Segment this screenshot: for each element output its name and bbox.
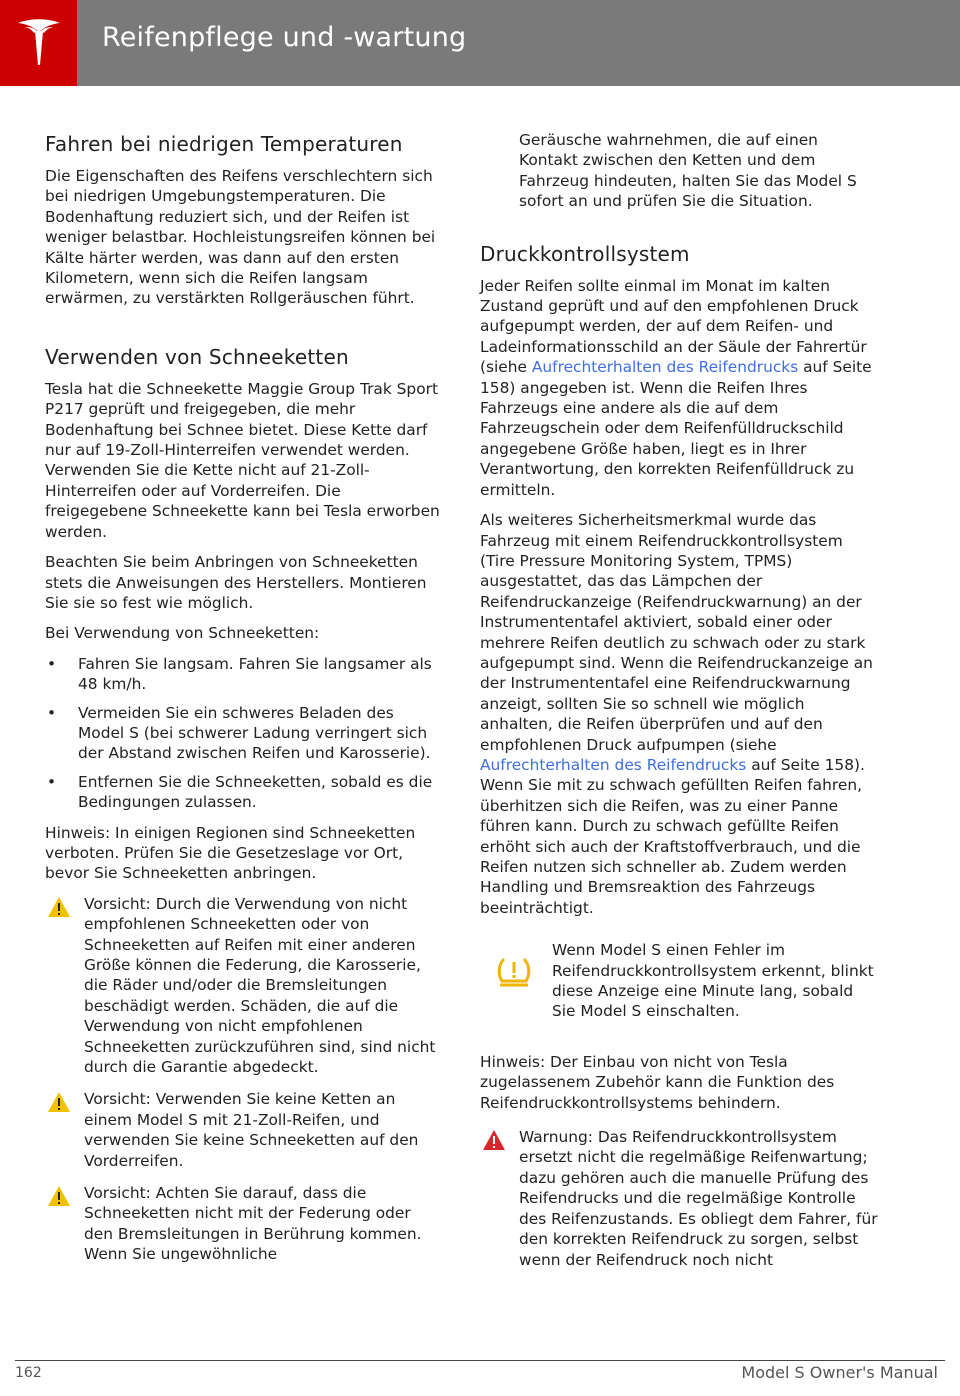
tesla-logo bbox=[0, 0, 77, 86]
page-number: 162 bbox=[15, 1365, 42, 1381]
link-reifendruck[interactable]: Aufrechterhalten des Reifendrucks bbox=[480, 755, 747, 774]
manual-title: Model S Owner's Manual bbox=[741, 1363, 938, 1382]
caution-icon bbox=[47, 1185, 71, 1207]
tpms-indicator-box: Wenn Model S einen Fehler im Reifendruckkontrollsystem erkennt, blinkt diese Anzeige eine Minute lang, sobald Sie Model S einschalten. bbox=[480, 940, 880, 1022]
page-title: Reifenpflege und -wartung bbox=[102, 22, 467, 53]
heading-cold-driving: Fahren bei niedrigen Temperaturen bbox=[45, 132, 403, 156]
page-header bbox=[0, 0, 960, 86]
tesla-logo-icon bbox=[16, 18, 62, 68]
paragraph: Beachten Sie beim Anbringen von Schneeketten stets die Anweisungen des Herstellers. Montieren Sie sie so fest wie möglich. bbox=[45, 553, 427, 612]
note: Hinweis: Der Einbau von nicht von Tesla zugelassenem Zubehör kann die Funktion des Reifendruckkontrollsystems behindern. bbox=[480, 1052, 835, 1112]
link-reifendruck[interactable]: Aufrechterhalten des Reifendrucks bbox=[531, 358, 799, 377]
bullet-list bbox=[45, 654, 440, 813]
caution-continuation: Geräusche wahrnehmen, die auf einen Kontakt zwischen den Ketten und dem Fahrzeug hindeuten, halten Sie das Model S sofort an und prüfen Sie die Situation. bbox=[519, 131, 857, 211]
paragraph: Bei Verwendung von Schneeketten: bbox=[45, 624, 320, 643]
list-item: • Entfernen Sie die Schneeketten, sobald es die Bedingungen zulassen. bbox=[47, 772, 433, 812]
note: Hinweis: In einigen Regionen sind Schneeketten verboten. Prüfen Sie die Gesetzeslage vor Ort, bevor Sie Schneeketten anbringen. bbox=[45, 823, 416, 883]
caution-icon bbox=[47, 896, 71, 918]
right-column bbox=[480, 130, 880, 1282]
warning-callout: Warnung: Das Reifendruckkontrollsystem ersetzt nicht die regelmäßige Reifenwartung; dazu gehören auch die manuelle Prüfung des Reifendrucks und die regelmäßige Kontrolle des Reifenzustands. Es obliegt dem Fahrer, für den korrekten Reifendruck zu sorgen, selbst wenn der Reifendruck noch nicht bbox=[480, 1127, 880, 1270]
heading-tpms: Druckkontrollsystem bbox=[480, 241, 690, 266]
footer-divider bbox=[15, 1360, 945, 1361]
caution-icon bbox=[47, 1091, 71, 1113]
tire-pressure-warning-icon bbox=[496, 955, 532, 989]
caution-callout: Vorsicht: Durch die Verwendung von nicht empfohlenen Schneeketten oder von Schneeketten auf Reifen mit einer anderen Größe können die Federung, die Karosserie, die Räder und/oder die Bremsleitungen beschädigt werden. Schäden, die auf die Verwendung von nicht empfohlenen Schneeketten zurückzuführen sind, sind nicht durch die Garantie abgedeckt. bbox=[45, 894, 440, 1078]
left-column bbox=[45, 130, 440, 1277]
list-item: • Fahren Sie langsam. Fahren Sie langsamer als 48 km/h. bbox=[47, 654, 432, 694]
paragraph: Jeder Reifen sollte einmal im Monat im kalten Zustand geprüft und auf den empfohlenen Druck aufgepumpt werden, der auf dem Reifen- und Ladeinformationsschild an der Säule der Fahrertür (siehe Aufrechterhalten des Reifendrucks auf Seite 158) angegeben ist. Wenn die Reifen Ihres Fahrzeugs eine andere als die auf dem Fahrzeugschein oder dem Reifenfülldruckschild angegebene Größe haben, liegt es in Ihrer Verantwortung, den korrekten Reifenfülldruck zu ermitteln. bbox=[480, 276, 872, 499]
list-item: • Vermeiden Sie ein schweres Beladen des Model S (bei schwerer Ladung verringert sich der Abstand zwischen Reifen und Karosserie). bbox=[47, 703, 431, 763]
heading-snow-chains: Verwenden von Schneeketten bbox=[45, 344, 349, 369]
warning-icon bbox=[482, 1129, 506, 1151]
caution-callout: Vorsicht: Achten Sie darauf, dass die Schneeketten nicht mit der Federung oder den Bremsleitungen in Berührung kommen. Wenn Sie ungewöhnliche bbox=[45, 1183, 440, 1265]
paragraph: Als weiteres Sicherheitsmerkmal wurde das Fahrzeug mit einem Reifendruckkontrollsystem (Tire Pressure Monitoring System, TPMS) ausgestattet, das das Lämpchen der Reifendruckanzeige (Reifendruckwarnung) an der Instrumententafel aktiviert, sobald einer oder mehrere Reifen deutlich zu schwach oder zu stark aufgepumpt sind. Wenn die Reifendruckanzeige an der Instrumententafel eine Reifendruckwarnung anzeigt, sollten Sie so schnell wie möglich anhalten, die Reifen überprüfen und auf den empfohlenen Druck aufpumpen (siehe Aufrechterhalten des Reifendrucks auf Seite 158). Wenn Sie mit zu schwach gefüllten Reifen fahren, überhitzen sich die Reifen, was zu einer Panne führen kann. Durch zu schwach gefüllte Reifen erhöht sich auch der Kraftstoffverbrauch, und die Reifen nutzen sich schneller ab. Zudem werden Handling und Bremsreaktion des Fahrzeugs beeinträchtigt. bbox=[480, 511, 873, 917]
paragraph: Tesla hat die Schneekette Maggie Group Trak Sport P217 geprüft und freigegeben, die mehr Bodenhaftung bei Schnee bietet. Diese Kette darf nur auf 19-Zoll-Hinterreifen verwendet werden. Verwenden Sie die Kette nicht auf 21-Zoll-Hinterreifen oder auf Vorderreifen. Die freigegebene Schneekette kann bei Tesla erworben werden. bbox=[45, 379, 440, 541]
paragraph: Die Eigenschaften des Reifens verschlechtern sich bei niedrigen Umgebungstemperaturen. Die Bodenhaftung reduziert sich, und der Reifen ist weniger belastbar. Hochleistungsreifen können bei Kälte härter werden, was dann auf den ersten Kilometern, wenn sich die Reifen langsam erwärmen, zu verstärkten Rollgeräuschen führt. bbox=[45, 167, 436, 308]
caution-callout: Vorsicht: Verwenden Sie keine Ketten an einem Model S mit 21-Zoll-Reifen, und verwenden Sie keine Schneeketten auf den Vorderreifen. bbox=[45, 1089, 440, 1171]
